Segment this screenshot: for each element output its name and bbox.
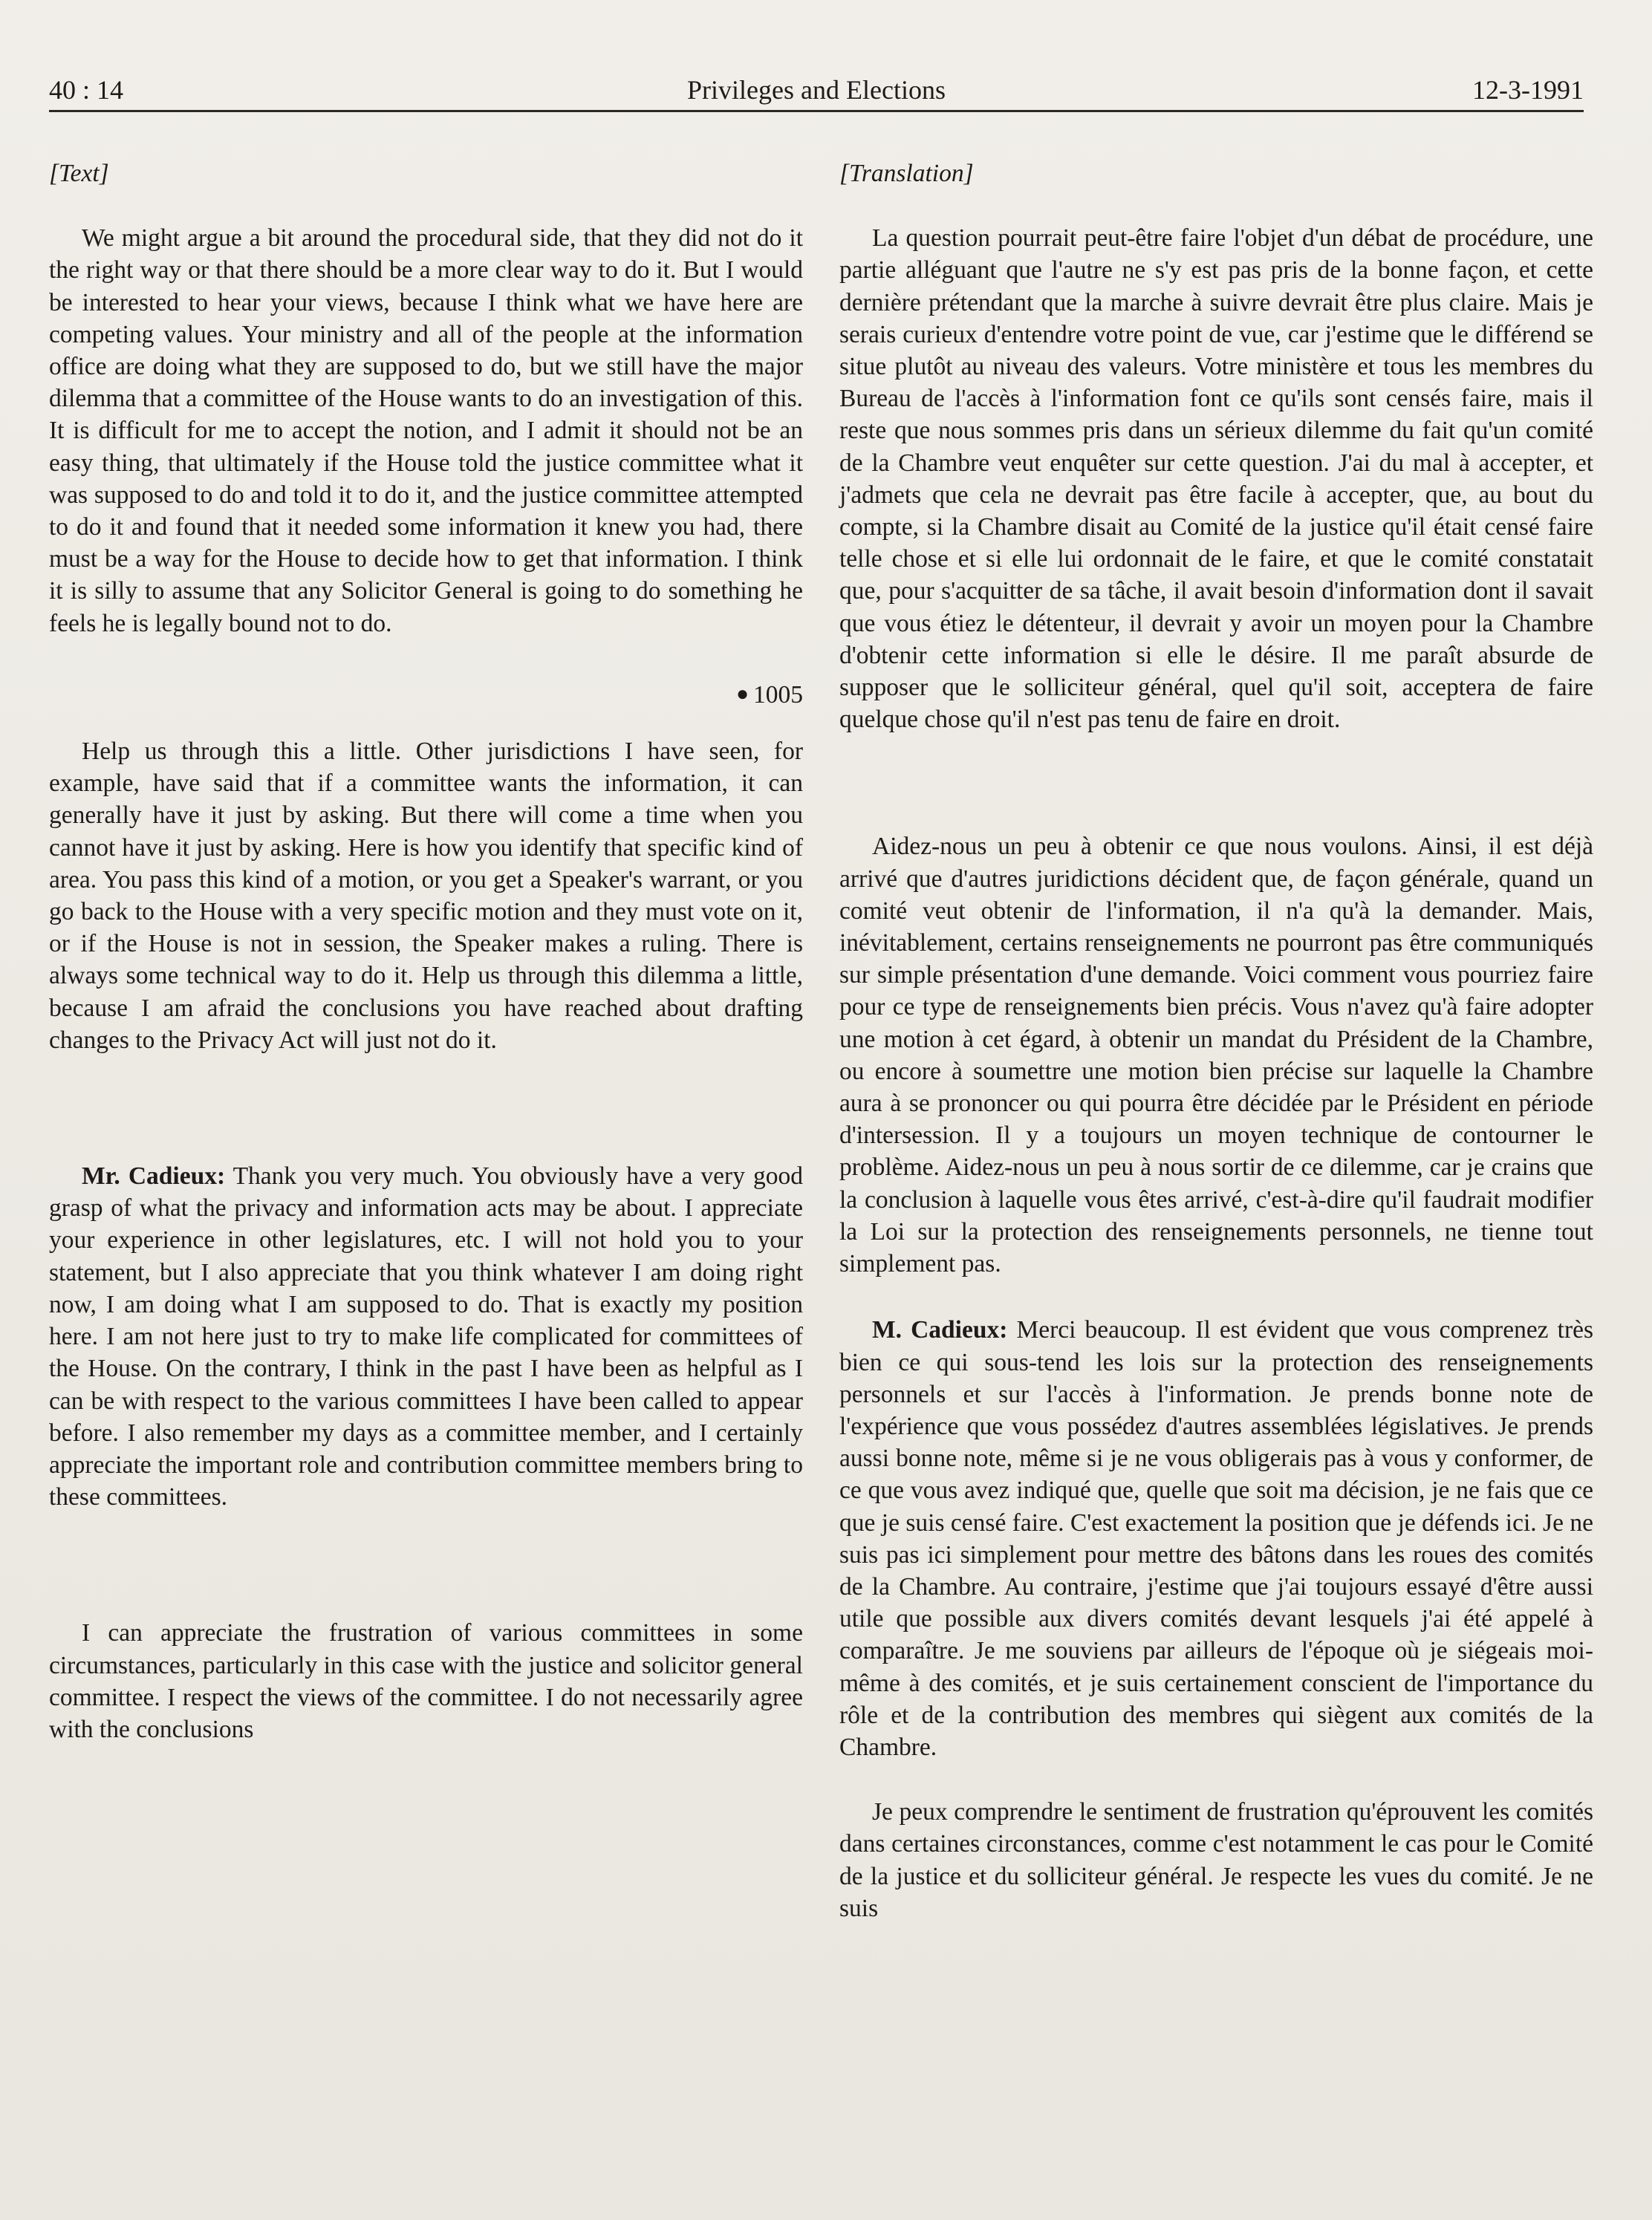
speaker-name: Mr. Cadieux: xyxy=(82,1162,226,1191)
french-paragraph-1: La question pourrait peut-être faire l'objet d'un débat de procédure, une partie alléguant que l'autre ne s'y est pas pris de la bonne façon, et cette dernière prétendant que la marche à suivre devrait être plus claire. Mais je serais curieux d'entendre votre point de vue, car j'estime que le différend se situe plutôt au niveau des valeurs. Votre ministère et tous les membres du Bureau de l'accès à l'information font ce qu'ils sont censés faire, mais il reste que nous sommes pris dans un sérieux dilemme du fait qu'un comité de la Chambre veut enquêter sur cette question. J'ai du mal à accepter, et j'admets que cela ne devrait pas être facile à accepter, que, au bout du compte, si la Chambre disait au Comité de la justice qu'il était censé faire telle chose et si elle lui ordonnait de le faire, et que le comité constatait que, pour s'acquitter de sa tâche, il avait besoin d'information dont il savait que vous étiez le détenteur, il devrait y avoir un moyen pour la Chambre d'obtenir cette information si elle le désire. Il me paraît absurde de supposer que le solliciteur général, quel qu'il soit, acceptera de faire quelque chose qu'il n'est pas tenu de faire en droit. xyxy=(839,224,1593,734)
english-paragraph-4: I can appreciate the frustration of various committees in some circumstances, particularly in this case with the justice and solicitor general committee. I respect the views of the committee. I do not necessarily agree with the conclusions xyxy=(49,1619,803,1743)
french-paragraph-4: Je peux comprendre le sentiment de frustration qu'éprouvent les comités dans certaines circonstances, comme c'est notamment le cas pour le Comité de la justice et du solliciteur général. Je respecte les vues du comité. Je ne suis xyxy=(839,1798,1593,1922)
text-label: [Text] xyxy=(49,160,109,187)
translation-label: [Translation] xyxy=(839,160,974,187)
english-paragraph-2: Help us through this a little. Other jurisdictions I have seen, for example, have said that if a committee wants the information, it can generally have it just by asking. But there will come a time when you cannot have it just by asking. Here is how you identify that specific kind of area. You pass this kind of a motion, or you get a Speaker's warrant, or you go back to the House with a very specific motion and they must vote on it, or if the House is not in session, the Speaker makes a ruling. There is always some technical way to do it. Help us through this dilemma a little, because I am afraid the conclusions you have reached about drafting changes to the Privacy Act will just not do it. xyxy=(49,738,803,1054)
english-paragraph-3-text: Thank you very much. You obviously have a very good grasp of what the privacy and information acts may be about. I appreciate your experience in other legislatures, etc. I will not hold you to your statement, but I also appreciate that you think whatever I am doing right now, I am doing what I am supposed to do. That is exactly my position here. I am not here just to try to make life complicated for committees of the House. On the contrary, I think in the past I have been as helpful as I can be with respect to the various committees I have been called to appear before. I also remember my days as a committee member, and I certainly appreciate the important role and contribution committee members bring to these committees. xyxy=(49,1162,803,1511)
french-paragraph-2: Aidez-nous un peu à obtenir ce que nous voulons. Ainsi, il est déjà arrivé que d'autres juridictions décident que, de façon générale, quand un comité veut obtenir de l'information, il n'a qu'à la demander. Mais, inévitablement, certains renseignements ne pourront pas être communiqués sur simple présentation d'une demande. Voici comment vous pourriez faire pour ce type de renseignements bien précis. Vous n'avez qu'à faire adopter une motion à cet égard, à obtenir un mandat du Président de la Chambre, ou encore à soumettre une motion bien précise sur laquelle la Chambre aura à se prononcer ou qui pourra être décidée par le Président en période d'intersession. Il y a toujours un moyen technique de contourner le problème. Aidez-nous un peu à nous sortir de ce dilemme, car je crains que la conclusion à laquelle vous êtes arrivé, c'est-à-dire qu'il faudrait modifier la Loi sur la protection des renseignements personnels, ne tienne tout simplement pas. xyxy=(839,833,1593,1278)
bullet-icon: ● xyxy=(736,682,749,706)
english-paragraph-1: We might argue a bit around the procedural side, that they did not do it the right way or that there should be a more clear way to do it. But I would be interested to hear your views, because I think what we have here are competing values. Your ministry and all of the people at the information office are doing what they are supposed to do, but we still have the major dilemma that a committee of the House wants to do an investigation of this. It is difficult for me to accept the notion, and I admit it should not be an easy thing, that ultimately if the House told the justice committee what it was supposed to do and told it to do it, and the justice committee attempted to do it and found that it needed some information it knew you had, there must be a way for the House to decide how to get that information. I think it is silly to assume that any Solicitor General is going to do something he feels he is legally bound not to do. xyxy=(49,224,803,637)
speaker-name: M. Cadieux: xyxy=(872,1316,1008,1344)
english-column xyxy=(49,157,803,1745)
page-date: 12-3-1991 xyxy=(1472,75,1584,105)
french-paragraph-3 xyxy=(839,1314,1593,1763)
page-number: 40 : 14 xyxy=(49,75,124,105)
page-header xyxy=(49,68,1584,112)
french-column xyxy=(839,157,1593,1924)
publication-title: Privileges and Elections xyxy=(687,75,946,105)
time-marker xyxy=(49,678,803,711)
time-marker-value: 1005 xyxy=(753,680,803,709)
french-paragraph-3-text: Merci beaucoup. Il est évident que vous comprenez très bien ce qui sous-tend les lois sur la protection des renseignements personnels et sur l'accès à l'information. Je prends bonne note de l'expérience que vous possédez d'autres assemblées législatives. Je prends aussi bonne note, même si je ne vous obligerais pas à vous y conformer, de ce que vous avez indiqué que, quelle que soit ma décision, je ne fais que ce que je suis censé faire. C'est exactement la position que je défends ici. Je ne suis pas ici simplement pour mettre des bâtons dans les roues des comités de la Chambre. Au contraire, j'estime que j'ai toujours essayé d'être aussi utile que possible aux divers comités devant lesquels j'ai été appelé à comparaître. Je me souviens par ailleurs de l'époque où je siégeais moi-même à des comités, et je suis certainement conscient de l'importance du rôle et de la contribution des membres qui siègent aux comités de la Chambre. xyxy=(839,1316,1593,1761)
english-paragraph-3 xyxy=(49,1160,803,1513)
